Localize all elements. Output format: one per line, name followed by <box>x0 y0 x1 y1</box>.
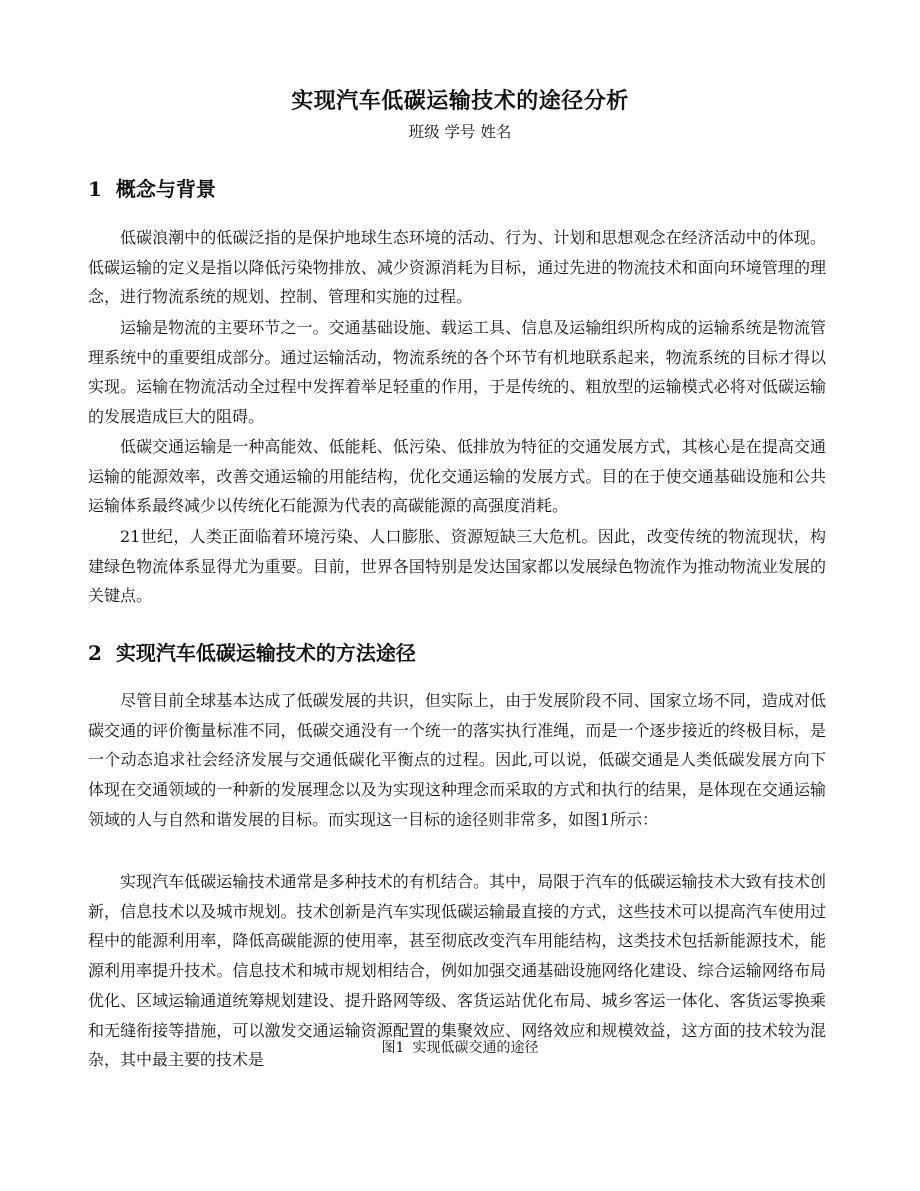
paragraph: 21世纪，人类正面临着环境污染、人口膨胀、资源短缺三大危机。因此，改变传统的物流现状，构建绿色物流体系显得尤为重要。目前，世界各国特别是发达国家都以发展绿色物流作为推动物流业发展的关键点。 <box>88 527 826 606</box>
document-authors: 班级 学号 姓名 <box>408 123 512 141</box>
figure-caption <box>0 1036 920 1060</box>
figure-label: 图1 <box>381 1040 405 1056</box>
section-number: 1 <box>88 177 102 201</box>
section-title: 实现汽车低碳运输技术的方法途径 <box>115 641 416 665</box>
section-title: 概念与背景 <box>115 177 216 201</box>
document-title: 实现汽车低碳运输技术的途径分析 <box>291 88 629 114</box>
paragraph: 低碳交通运输是一种高能效、低能耗、低污染、低排放为特征的交通发展方式，其核心是在提高交通运输的能源效率，改善交通运输的用能结构，优化交通运输的发展方式。目的在于使交通基础设施和公共运输体系最终减少以传统化石能源为代表的高碳能源的高强度消耗。 <box>88 437 826 516</box>
paragraph: 运输是物流的主要环节之一。交通基础设施、载运工具、信息及运输组织所构成的运输系统是物流管理系统中的重要组成部分。通过运输活动，物流系统的各个环节有机地联系起来，物流系统的目标才得以实现。运输在物流活动全过程中发挥着举足轻重的作用，于是传统的、粗放型的运输模式必将对低碳运输的发展造成巨大的阻碍。 <box>88 318 826 427</box>
paragraph: 尽管目前全球基本达成了低碳发展的共识，但实际上，由于发展阶段不同、国家立场不同，造成对低碳交通的评价衡量标准不同，低碳交通没有一个统一的落实执行准绳，而是一个逐步接近的终极目标，是一个动态追求社会经济发展与交通低碳化平衡点的过程。因此,可以说，低碳交通是人类低碳发展方向下体现在交通领域的一种新的发展理念以及为实现这种理念而采取的方式和执行的结果，是体现在交通运输领域的人与自然和谐发展的目标。而实现这一目标的途径则非常多，如图1所示： <box>88 691 826 829</box>
section-number: 2 <box>88 641 102 665</box>
paragraph: 实现汽车低碳运输技术通常是多种技术的有机结合。其中，局限于汽车的低碳运输技术大致有技术创新，信息技术以及城市规划。技术创新是汽车实现低碳运输最直接的方式，这些技术可以提高汽车使用过程中的能源利用率，降低高碳能源的使用率，甚至彻底改变汽车用能结构，这类技术包括新能源技术，能源利用率提升技术。信息技术和城市规划相结合，例如加强交通基础设施网络化建设、综合运输网络布局优化、区域运输通道统筹规划建设、提升路网等级、客货运站优化布局、城乡客运一体化、客货运零换乘和无缝衔接等措施，可以激发交通运输资源配置的集聚效应、网络效应和规模效益，这方面的技术较为混杂，其中最主要的技术是 <box>88 872 826 1070</box>
section-heading-1 <box>88 174 216 204</box>
section-heading-2 <box>88 638 416 668</box>
paragraph: 低碳浪潮中的低碳泛指的是保护地球生态环境的活动、行为、计划和思想观念在经济活动中的体现。低碳运输的定义是指以降低污染物排放、减少资源消耗为目标，通过先进的物流技术和面向环境管理的理念，进行物流系统的规划、控制、管理和实施的过程。 <box>88 228 826 307</box>
figure-caption-text: 实现低碳交通的途径 <box>412 1040 539 1056</box>
